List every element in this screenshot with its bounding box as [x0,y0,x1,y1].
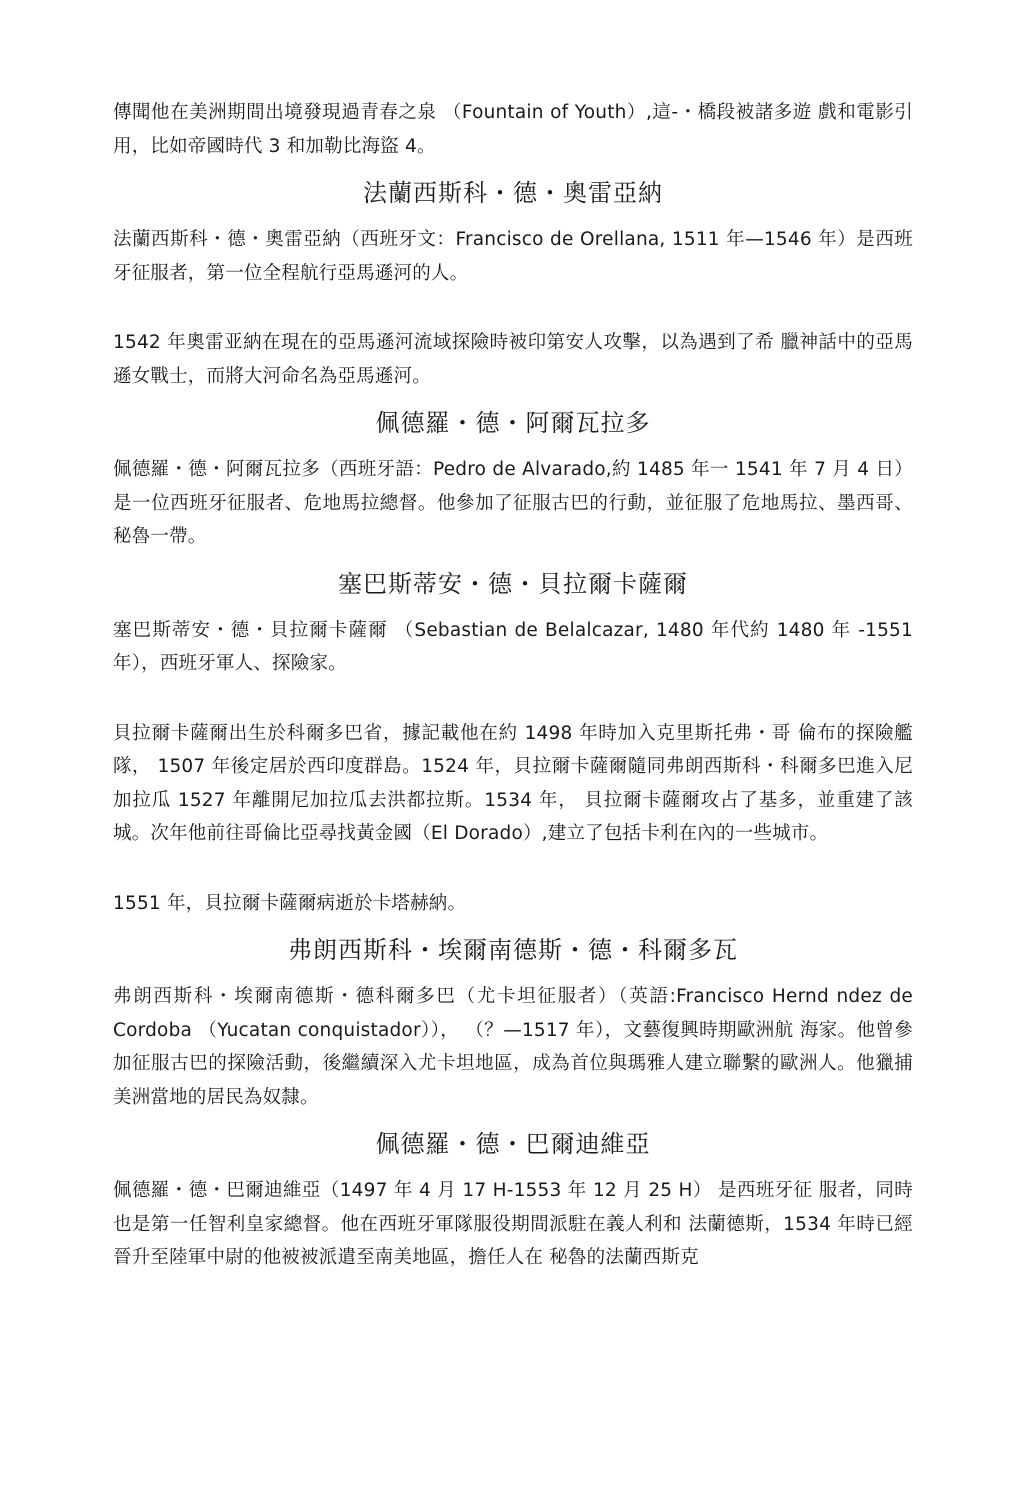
heading-orellana: 法蘭西斯科・德・奧雷亞納 [363,179,663,207]
paragraph-orellana-amazon: 1542 年奧雷亚納在現在的亞馬遜河流域探險時被印第安人攻擊，以為遇到了希 臘神話中的亞馬遜女戰士，而將大河命名為亞馬遜河。 [113,332,913,387]
heading-belalcazar: 塞巴斯蒂安・德・貝拉爾卡薩爾 [338,569,688,598]
heading-alvarado: 佩德羅・德・阿爾瓦拉多 [375,409,651,437]
heading-valdivia: 佩德羅・德・巴爾迪維亞 [375,1130,651,1158]
heading-cordoba: 弗朗西斯科・埃爾南德斯・德・科爾多瓦 [288,936,738,964]
paragraph-valdivia: 佩德羅・德・巴爾迪維亞（1497 年 4 月 17 H-1553 年 12 月 25 H） 是西班牙征 服者，同時也是第一任智利皇家總督。他在西班牙軍隊服役期間派駐在義人利和 法蘭德斯，1534 年時已經晉升至陸軍中尉的他被被派遣至南美地區，擔任人在 秘魯的法蘭西斯克 [113,1180,913,1268]
paragraph-belalcazar-intro: 塞巴斯蒂安・德・貝拉爾卡薩爾 （Sebastian de Belalcazar, 1480 年代約 1480 年 -1551 年），西班牙軍人、探險家。 [113,619,913,674]
document-page [113,96,913,1275]
paragraph-cordoba: 弗朗西斯科・埃爾南德斯・德科爾多巴（尤卡坦征服者）（英語:Francisco Hernd ndez de Cordoba （Yucatan conquistador））， （？—1517 年），文藝復興時期歐洲航 海家。他曾參加征服古巴的探險活動，後繼續深入尤卡坦地區，成為首位與瑪雅人建立聯繫的歐洲人。他獵捕美洲當地的居民為奴隸。 [113,986,913,1108]
paragraph-belalcazar-death: 1551 年，貝拉爾卡薩爾病逝於卡塔赫納。 [113,892,467,914]
paragraph-fountain-of-youth: 傳聞他在美洲期間出境發現過青春之泉 （Fountain of Youth）,這-・橋段被諸多遊 戲和電影引用，比如帝國時代 3 和加勒比海盜 4。 [113,102,913,157]
paragraph-alvarado: 佩德羅・德・阿爾瓦拉多（西班牙語：Pedro de Alvarado,約 1485 年一 1541 年 7 月 4 日）是一位西班牙征服者、危地馬拉總督。他參加了征服古巴的行動，並征服了危地馬拉、墨西哥、秘魯一帶。 [113,459,913,547]
paragraph-belalcazar-career: 貝拉爾卡薩爾出生於科爾多巴省，據記載他在約 1498 年時加入克里斯托弗・哥 倫布的探險艦隊， 1507 年後定居於西印度群島。1524 年，貝拉爾卡薩爾隨同弗朗西斯科・科爾多巴進入尼加拉瓜 1527 年離開尼加拉瓜去洪都拉斯。1534 年， 貝拉爾卡薩爾攻占了基多，並重建了該城。次年他前往哥倫比亞尋找黃金國（El Dorado）,建立了包括卡利在內的一些城市。 [113,722,913,844]
paragraph-orellana-intro: 法蘭西斯科・德・奧雷亞納（西班牙文：Francisco de Orellana, 1511 年—1546 年）是西班牙征服者，第一位全程航行亞馬遜河的人。 [113,229,913,284]
